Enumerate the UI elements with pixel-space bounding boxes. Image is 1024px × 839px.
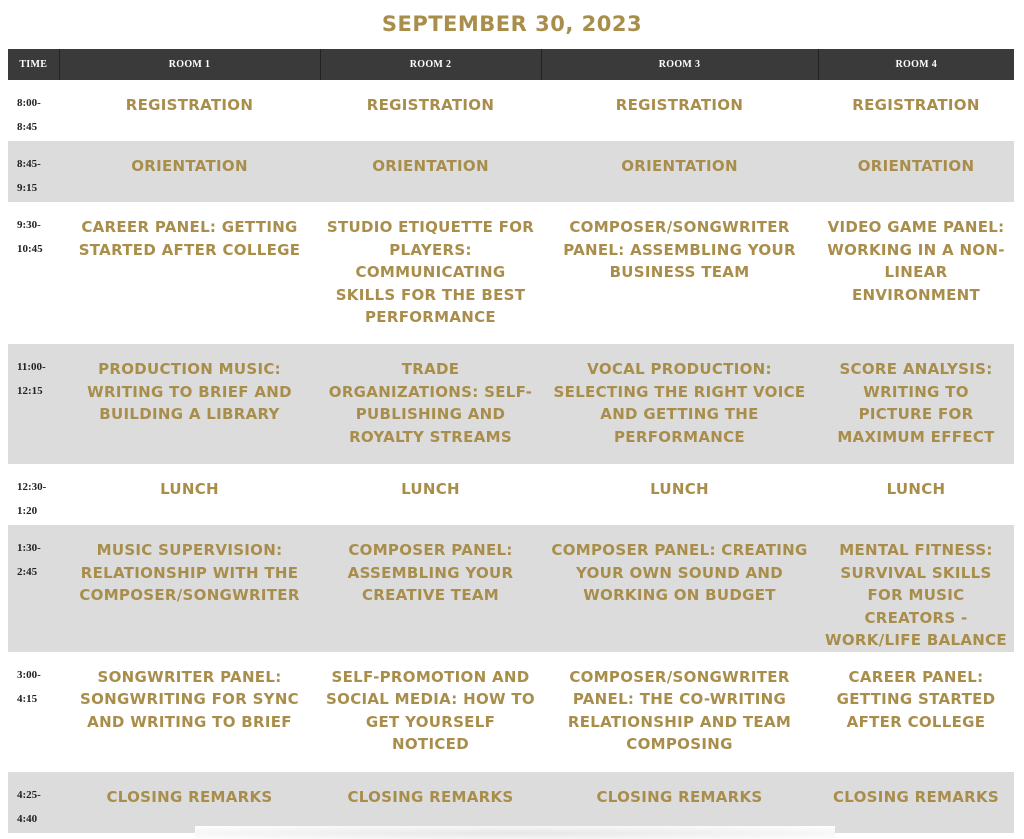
table-row <box>8 525 1014 652</box>
session-room-1: CAREER PANEL: GETTING STARTED AFTER COLLEGE <box>78 218 301 259</box>
session-room-1: CLOSING REMARKS <box>59 772 320 833</box>
session-room-2: ORIENTATION <box>320 141 541 202</box>
session-room-4: CAREER PANEL: GETTING STARTED AFTER COLLEGE <box>836 667 996 731</box>
session-room-4: MENTAL FITNESS: SURVIVAL SKILLS FOR MUSIC CREATORS - WORK/LIFE BALANCE <box>818 525 1014 652</box>
time-end: 4:40 <box>17 812 38 825</box>
session-room-4: REGISTRATION <box>852 96 980 114</box>
session-room-3: COMPOSER/SONGWRITER PANEL: ASSEMBLING YOUR BUSINESS TEAM <box>563 218 796 281</box>
session-room-2: CLOSING REMARKS <box>320 772 541 833</box>
time-end: 2:45 <box>17 566 38 578</box>
session-room-4: VIDEO GAME PANEL: WORKING IN A NON-LINEAR ENVIRONMENT <box>827 218 1005 304</box>
session-room-4: CLOSING REMARKS <box>818 772 1014 833</box>
table-row <box>8 652 1014 772</box>
time-slot <box>8 202 59 344</box>
page-title: SEPTEMBER 30, 2023 <box>381 12 643 36</box>
session-room-1: LUNCH <box>160 480 219 498</box>
time-slot <box>8 525 59 652</box>
session-room-3: COMPOSER PANEL: CREATING YOUR OWN SOUND AND WORKING ON BUDGET <box>541 525 818 652</box>
session-room-4: LUNCH <box>886 480 946 498</box>
session-room-3: VOCAL PRODUCTION: SELECTING THE RIGHT VOICE AND GETTING THE PERFORMANCE <box>541 344 818 464</box>
header-time: TIME <box>8 49 59 80</box>
footer-shadow <box>195 826 835 839</box>
time-start: 1:30- <box>17 542 41 554</box>
time-slot <box>8 464 59 525</box>
header-room-1: ROOM 1 <box>59 49 320 80</box>
header-room-4: ROOM 4 <box>818 49 1014 80</box>
table-row <box>8 344 1014 464</box>
session-room-1: MUSIC SUPERVISION: RELATIONSHIP WITH THE COMPOSER/SONGWRITER <box>59 525 320 652</box>
time-end: 1:20 <box>17 505 38 517</box>
session-room-2: COMPOSER PANEL: ASSEMBLING YOUR CREATIVE TEAM <box>320 525 541 652</box>
time-start: 9:30- <box>17 219 41 231</box>
session-room-3: ORIENTATION <box>541 141 818 202</box>
session-room-2: TRADE ORGANIZATIONS: SELF-PUBLISHING AND ROYALTY STREAMS <box>320 344 541 464</box>
time-end: 4:15 <box>17 692 38 705</box>
table-row <box>8 772 1014 833</box>
session-room-3: REGISTRATION <box>615 96 744 114</box>
session-room-1: SONGWRITER PANEL: SONGWRITING FOR SYNC AND WRITING TO BRIEF <box>80 667 299 731</box>
session-room-3: COMPOSER/SONGWRITER PANEL: THE CO-WRITING RELATIONSHIP AND TEAM COMPOSING <box>567 667 792 753</box>
time-start: 12:30- <box>17 481 47 493</box>
session-room-2: LUNCH <box>401 480 460 498</box>
time-slot <box>8 652 59 772</box>
session-room-2: REGISTRATION <box>366 96 495 114</box>
session-room-4: ORIENTATION <box>818 141 1014 202</box>
header-room-2: ROOM 2 <box>320 49 541 80</box>
time-slot <box>8 344 59 464</box>
session-room-1: PRODUCTION MUSIC: WRITING TO BRIEF AND BUILDING A LIBRARY <box>59 344 320 464</box>
table-row <box>8 141 1014 202</box>
schedule-table <box>8 49 1014 833</box>
time-end: 12:15 <box>17 385 43 397</box>
session-room-1: REGISTRATION <box>125 96 254 114</box>
time-start: 4:25- <box>17 788 41 801</box>
session-room-3: LUNCH <box>650 480 709 498</box>
time-end: 9:15 <box>17 182 38 194</box>
session-room-2: STUDIO ETIQUETTE FOR PLAYERS: COMMUNICATING SKILLS FOR THE BEST PERFORMANCE <box>326 218 535 326</box>
session-room-3: CLOSING REMARKS <box>541 772 818 833</box>
time-end: 10:45 <box>17 243 43 255</box>
time-end: 8:45 <box>17 121 38 133</box>
header-room-3: ROOM 3 <box>541 49 818 80</box>
table-row <box>8 464 1014 525</box>
session-room-1: ORIENTATION <box>59 141 320 202</box>
time-start: 11:00- <box>17 361 46 373</box>
schedule-body <box>8 80 1014 833</box>
session-room-2: SELF-PROMOTION AND SOCIAL MEDIA: HOW TO GET YOURSELF NOTICED <box>326 667 535 753</box>
session-room-4: SCORE ANALYSIS: WRITING TO PICTURE FOR MAXIMUM EFFECT <box>818 344 1014 464</box>
time-start: 8:00- <box>17 97 41 109</box>
table-row <box>8 202 1014 344</box>
time-start: 8:45- <box>17 158 41 170</box>
time-start: 3:00- <box>17 668 41 681</box>
time-slot <box>8 772 59 833</box>
table-row <box>8 80 1014 141</box>
time-slot <box>8 141 59 202</box>
time-slot <box>8 80 59 141</box>
header-row <box>8 49 1014 80</box>
